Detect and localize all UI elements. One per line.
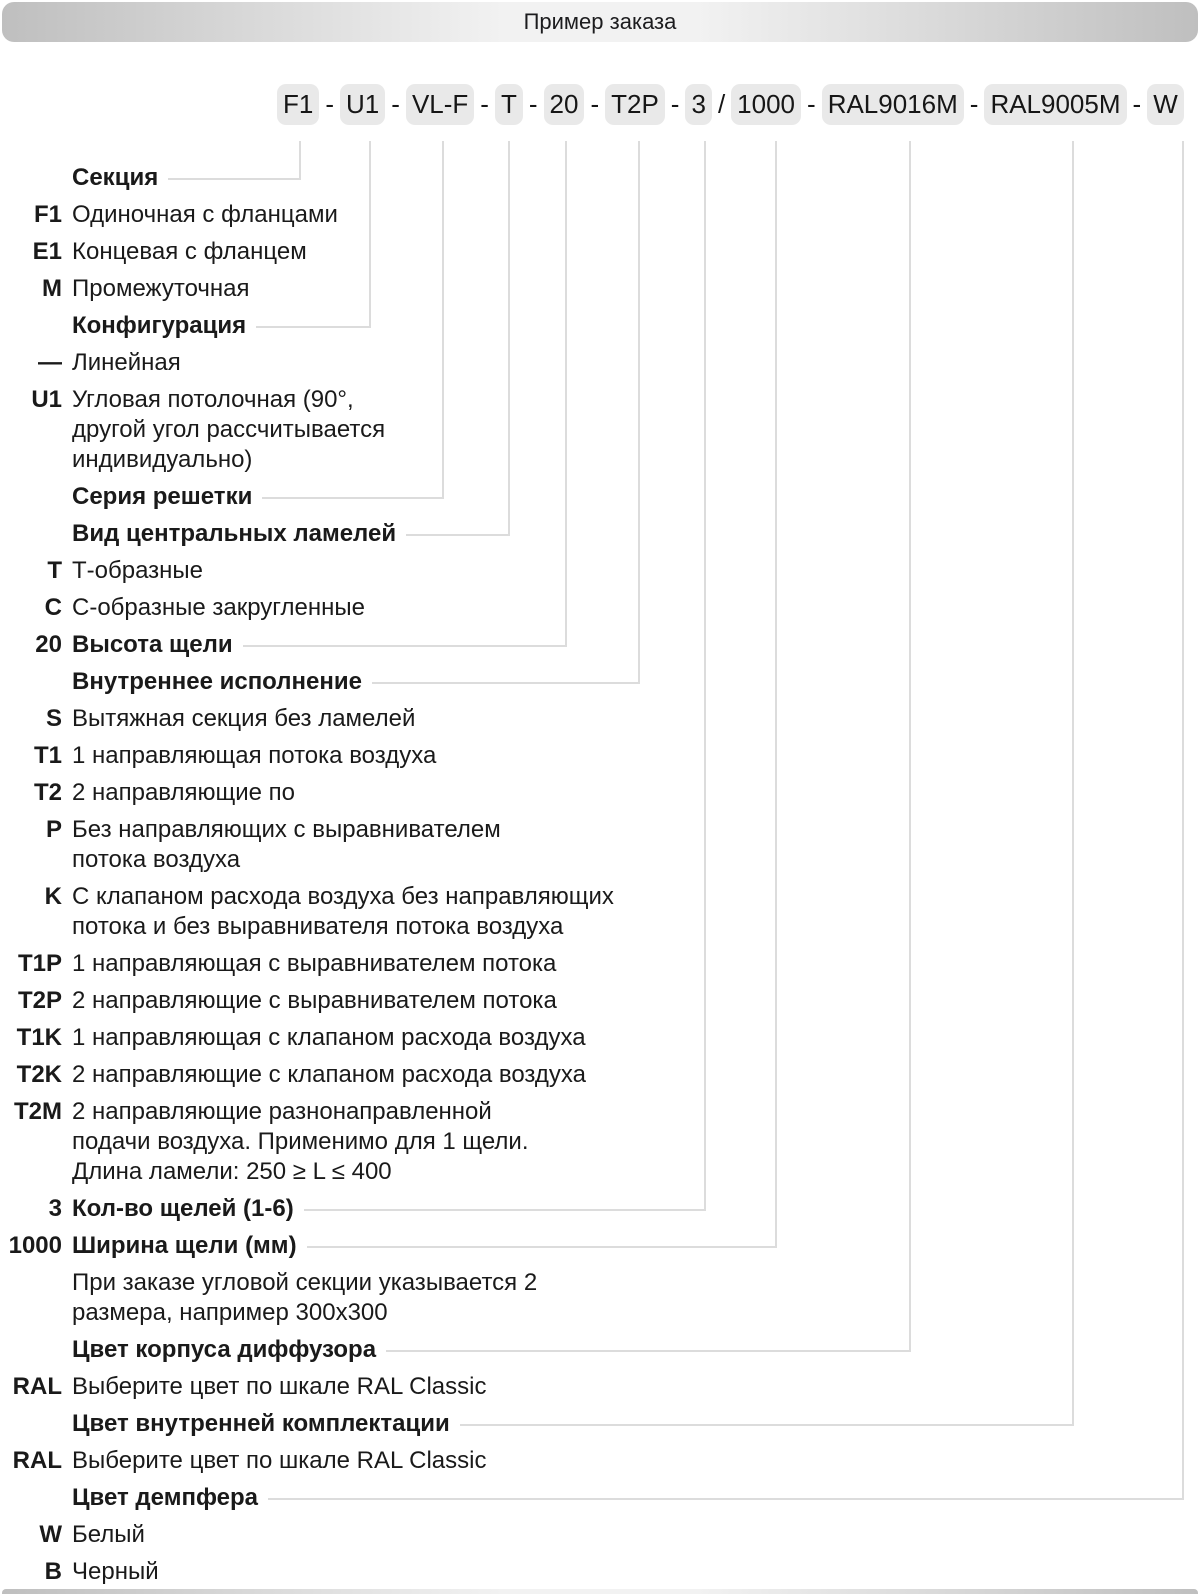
code-label bbox=[0, 667, 62, 697]
description-line: Выберите цвет по шкале RAL Classic bbox=[72, 1447, 487, 1474]
code-label: T1 bbox=[33, 742, 62, 769]
code-separator: - bbox=[480, 89, 489, 119]
code-separator: / bbox=[717, 89, 726, 119]
code-label: — bbox=[38, 349, 62, 376]
connector-vertical-series bbox=[442, 141, 444, 499]
code-separator: - bbox=[807, 89, 816, 119]
description-line: 2 направляющие с клапаном расхода воздуха bbox=[72, 1061, 586, 1088]
description-line: размера, например 300x300 bbox=[72, 1299, 388, 1326]
order-code-segment-ral9016m: RAL9016M bbox=[822, 84, 964, 125]
legend-row bbox=[0, 815, 760, 875]
description bbox=[72, 274, 250, 304]
description bbox=[72, 1483, 258, 1513]
description bbox=[72, 949, 556, 979]
description-line: 1 направляющая потока воздуха bbox=[72, 742, 437, 769]
order-code-segment-f1: F1 bbox=[277, 84, 319, 125]
description bbox=[72, 704, 415, 734]
description bbox=[72, 593, 365, 623]
order-code-row bbox=[277, 84, 1184, 125]
code-label: U1 bbox=[31, 386, 62, 413]
connector-vertical-lamella-type bbox=[508, 141, 510, 536]
legend-row bbox=[0, 237, 760, 267]
order-code-segment-t: T bbox=[495, 84, 523, 125]
legend bbox=[0, 163, 760, 1594]
description-line: Промежуточная bbox=[72, 275, 250, 302]
connector-vertical-slot-height bbox=[565, 141, 567, 647]
connector-vertical-section bbox=[299, 141, 301, 180]
code-separator: - bbox=[590, 89, 600, 119]
description bbox=[72, 1409, 450, 1439]
description bbox=[72, 348, 181, 378]
title-bar bbox=[2, 2, 1198, 42]
description-line: 2 направляющие с выравнивателем потока bbox=[72, 987, 557, 1014]
code-label: 3 bbox=[48, 1195, 62, 1222]
description bbox=[72, 311, 246, 341]
page-title: Пример заказа bbox=[523, 9, 677, 34]
connector-horizontal-internal bbox=[372, 682, 640, 684]
order-code-segment-ral9005m: RAL9005M bbox=[984, 84, 1126, 125]
connector-horizontal-configuration bbox=[256, 326, 371, 328]
connector-horizontal-series bbox=[262, 497, 444, 499]
legend-row bbox=[0, 986, 760, 1016]
connector-horizontal-slot-height bbox=[243, 645, 567, 647]
order-code-segment-t2p: T2P bbox=[605, 84, 665, 125]
description-line: Концевая с фланцем bbox=[72, 238, 307, 265]
code-label: S bbox=[45, 705, 62, 732]
connector-vertical-internal-color bbox=[1072, 141, 1074, 1426]
legend-row bbox=[0, 200, 760, 230]
connector-vertical-configuration bbox=[369, 141, 371, 328]
connector-vertical-slot-count bbox=[704, 141, 706, 1211]
description-line: Т-образные bbox=[72, 557, 204, 584]
description-line: С-образные закругленные bbox=[72, 594, 365, 621]
code-label: C bbox=[44, 594, 62, 621]
description bbox=[72, 1023, 586, 1053]
legend-row bbox=[0, 704, 760, 734]
description-line: другой угол рассчитывается bbox=[72, 416, 386, 443]
code-label: T1P bbox=[17, 950, 62, 977]
description-line: потока и без выравнивателя потока воздуха bbox=[72, 913, 564, 940]
connector-horizontal-lamella-type bbox=[406, 534, 510, 536]
code-label: W bbox=[39, 1521, 62, 1548]
description bbox=[72, 163, 158, 193]
description-line: С клапаном расхода воздуха без направляющих bbox=[72, 883, 614, 910]
description bbox=[72, 519, 396, 549]
legend-row bbox=[0, 556, 760, 586]
code-label: P bbox=[45, 816, 62, 843]
code-label bbox=[0, 482, 62, 512]
legend-row bbox=[0, 274, 760, 304]
legend-row bbox=[0, 1520, 760, 1550]
connector-horizontal-body-color bbox=[386, 1350, 911, 1352]
code-label: RAL bbox=[12, 1447, 62, 1474]
code-separator: - bbox=[325, 89, 335, 119]
code-label bbox=[0, 1409, 62, 1439]
legend-row bbox=[0, 778, 760, 808]
code-label: T2P bbox=[17, 987, 62, 1014]
description-line: Угловая потолочная (90°, bbox=[72, 386, 354, 413]
connector-horizontal-internal-color bbox=[460, 1424, 1074, 1426]
legend-header-lamella-type bbox=[0, 519, 760, 549]
legend-row bbox=[0, 1060, 760, 1090]
description-line: Внутреннее исполнение bbox=[72, 668, 362, 695]
order-code-segment-1000: 1000 bbox=[731, 84, 801, 125]
code-label: K bbox=[44, 883, 62, 910]
code-label bbox=[0, 1335, 62, 1365]
legend-row bbox=[0, 1557, 760, 1587]
description-line: 1 направляющая с выравнивателем потока bbox=[72, 950, 557, 977]
connector-vertical-internal bbox=[638, 141, 640, 684]
code-separator: - bbox=[391, 89, 400, 119]
description bbox=[72, 1520, 145, 1550]
legend-header-configuration bbox=[0, 311, 760, 341]
description bbox=[72, 1372, 486, 1402]
description-line: потока воздуха bbox=[72, 846, 241, 873]
order-code-segment-20: 20 bbox=[544, 84, 585, 125]
description bbox=[72, 1446, 486, 1476]
order-code-segment-w: W bbox=[1147, 84, 1184, 125]
order-code-segment-u1: U1 bbox=[340, 84, 385, 125]
description-line: Вытяжная секция без ламелей bbox=[72, 705, 416, 732]
description-line: Кол-во щелей (1-6) bbox=[72, 1195, 294, 1222]
code-separator: - bbox=[1132, 89, 1142, 119]
description bbox=[72, 237, 307, 267]
description bbox=[72, 556, 203, 586]
description-line: Длина ламели: 250 ≥ L ≤ 400 bbox=[72, 1158, 392, 1185]
description bbox=[72, 1194, 294, 1224]
legend-row bbox=[0, 1446, 760, 1476]
description-line: При заказе угловой секции указывается 2 bbox=[72, 1269, 538, 1296]
description bbox=[72, 630, 233, 660]
description bbox=[72, 667, 362, 697]
code-label bbox=[0, 163, 62, 193]
description bbox=[72, 482, 252, 512]
description-line: Серия решетки bbox=[72, 483, 253, 510]
legend-row bbox=[0, 1097, 760, 1187]
code-label bbox=[0, 1483, 62, 1513]
description bbox=[72, 1097, 529, 1187]
code-label: 1000 bbox=[8, 1232, 62, 1259]
connector-vertical-damper-color bbox=[1182, 141, 1184, 1500]
code-label: T bbox=[47, 557, 62, 584]
description-line: Белый bbox=[72, 1521, 145, 1548]
code-separator: - bbox=[969, 89, 979, 119]
connector-horizontal-damper-color bbox=[268, 1498, 1184, 1500]
legend-row bbox=[0, 1023, 760, 1053]
description bbox=[72, 1335, 376, 1365]
legend-row bbox=[0, 741, 760, 771]
code-label: M bbox=[42, 275, 62, 302]
description-line: Цвет внутренней комплектации bbox=[72, 1410, 450, 1437]
legend-row bbox=[0, 593, 760, 623]
description bbox=[72, 741, 436, 771]
description bbox=[72, 815, 501, 875]
description-line: Выберите цвет по шкале RAL Classic bbox=[72, 1373, 487, 1400]
code-separator: - bbox=[670, 89, 680, 119]
description-line: Вид центральных ламелей bbox=[72, 520, 397, 547]
code-label: RAL bbox=[12, 1373, 62, 1400]
legend-row bbox=[0, 385, 760, 475]
code-label: T2 bbox=[33, 779, 62, 806]
legend-row bbox=[0, 1268, 760, 1328]
description bbox=[72, 986, 557, 1016]
code-label: F1 bbox=[33, 201, 62, 228]
description-line: Цвет демпфера bbox=[72, 1484, 258, 1511]
description bbox=[72, 1060, 586, 1090]
order-code-segment-vl-f: VL-F bbox=[406, 84, 474, 125]
code-label: T2K bbox=[16, 1061, 62, 1088]
code-label bbox=[0, 311, 62, 341]
description bbox=[72, 1231, 297, 1261]
description-line: Секция bbox=[72, 164, 159, 191]
legend-row bbox=[0, 949, 760, 979]
legend-row bbox=[0, 1372, 760, 1402]
description-line: 2 направляющие разнонаправленной bbox=[72, 1098, 492, 1125]
description-line: Высота щели bbox=[72, 631, 233, 658]
description-line: 1 направляющая с клапаном расхода воздуха bbox=[72, 1024, 586, 1051]
description-line: Черный bbox=[72, 1558, 159, 1585]
description-line: Цвет корпуса диффузора bbox=[72, 1336, 377, 1363]
code-label bbox=[0, 519, 62, 549]
description bbox=[72, 1268, 537, 1328]
description bbox=[72, 882, 614, 942]
connector-horizontal-section bbox=[168, 178, 301, 180]
order-code-segment-3: 3 bbox=[685, 84, 711, 125]
code-label bbox=[0, 1268, 62, 1328]
connector-vertical-slot-width bbox=[775, 141, 777, 1248]
description bbox=[72, 1557, 159, 1587]
description bbox=[72, 778, 295, 808]
code-separator: - bbox=[528, 89, 538, 119]
description-line: Конфигурация bbox=[72, 312, 247, 339]
connector-horizontal-slot-count bbox=[304, 1209, 706, 1211]
description-line: Ширина щели (мм) bbox=[72, 1232, 297, 1259]
legend-header-section bbox=[0, 163, 760, 193]
connector-horizontal-slot-width bbox=[307, 1246, 777, 1248]
description-line: индивидуально) bbox=[72, 446, 253, 473]
code-label: E1 bbox=[32, 238, 62, 265]
description-line: Линейная bbox=[72, 349, 181, 376]
legend-row bbox=[0, 348, 760, 378]
description bbox=[72, 200, 338, 230]
description-line: 2 направляющие по bbox=[72, 779, 296, 806]
code-label: 20 bbox=[35, 631, 62, 658]
description bbox=[72, 385, 385, 475]
description-line: Одиночная с фланцами bbox=[72, 201, 338, 228]
code-label: T2M bbox=[14, 1098, 62, 1125]
code-label: B bbox=[44, 1558, 62, 1585]
description-line: Без направляющих с выравнивателем bbox=[72, 816, 501, 843]
legend-row bbox=[0, 882, 760, 942]
description-line: подачи воздуха. Применимо для 1 щели. bbox=[72, 1128, 529, 1155]
bottom-bar-edge bbox=[2, 1589, 1198, 1594]
connector-vertical-body-color bbox=[909, 141, 911, 1352]
code-label: T1K bbox=[16, 1024, 62, 1051]
